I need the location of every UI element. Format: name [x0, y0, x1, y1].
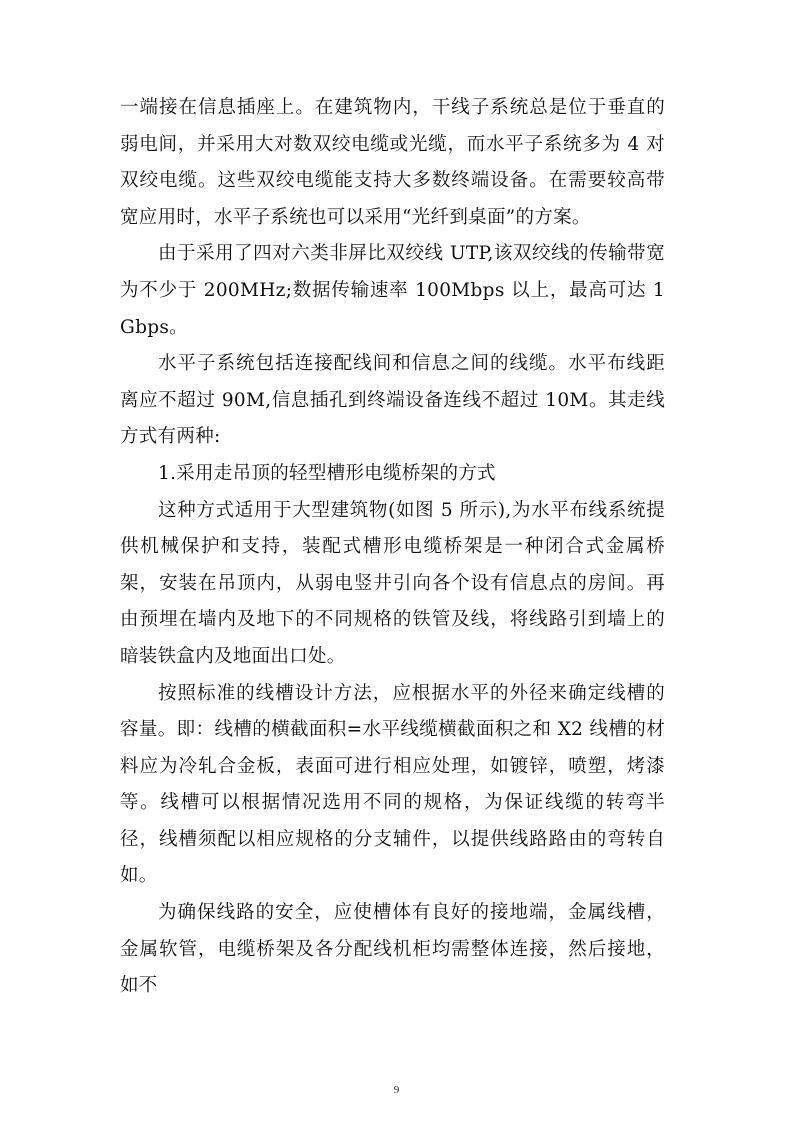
page-body: [120, 90, 665, 1005]
paragraph-utp-bandwidth: 由于采用了四对六类非屏比双绞线 UTP,该双绞线的传输带宽为不少于 200MHz;数据传输速率 100Mbps 以上，最高可达 1Gbps。: [120, 243, 665, 338]
paragraph-trunking-design: 按照标准的线槽设计方法，应根据水平的外径来确定线槽的容量。即：线槽的横截面积=水平线缆横截面积之和 X2 线槽的材料应为冷轧合金板，表面可进行相应处理，如镀锌，喷塑，烤漆等。线槽可以根据情况选用不同的规格，为保证线缆的转弯半径，线槽须配以相应规格的分支辅件，以提供线路路由的弯转自如。: [120, 682, 665, 887]
paragraph-continuation: 一端接在信息插座上。在建筑物内，干线子系统总是位于垂直的弱电间，并采用大对数双绞电缆或光缆，而水平子系统多为 4 对双绞电缆。这些双绞电缆能支持大多数终端设备。在需要较高带宽应用时，水平子系统也可以采用“光纤到桌面”的方案。: [120, 97, 665, 228]
page-number: 9: [393, 1084, 400, 1096]
paragraph-horizontal-subsystem: 水平子系统包括连接配线间和信息之间的线缆。水平布线距离应不超过 90M,信息插孔到终端设备连线不超过 10M。其走线方式有两种:: [120, 353, 665, 448]
paragraph-cable-tray-method: 这种方式适用于大型建筑物(如图 5 所示),为水平布线系统提供机械保护和支持，装配式槽形电缆桥架是一种闭合式金属桥架，安装在吊顶内，从弱电竖井引向各个设有信息点的房间。再由预埋在墙内及地下的不同规格的铁管及线，将线路引到墙上的暗装铁盒内及地面出口处。: [120, 499, 665, 667]
section-heading-ceiling-tray: 1.采用走吊顶的轻型槽形电缆桥架的方式: [158, 462, 496, 484]
paragraph-grounding: 为确保线路的安全，应使槽体有良好的接地端，金属线槽，金属软管，电缆桥架及各分配线机柜均需整体连接，然后接地，如不: [120, 902, 665, 997]
